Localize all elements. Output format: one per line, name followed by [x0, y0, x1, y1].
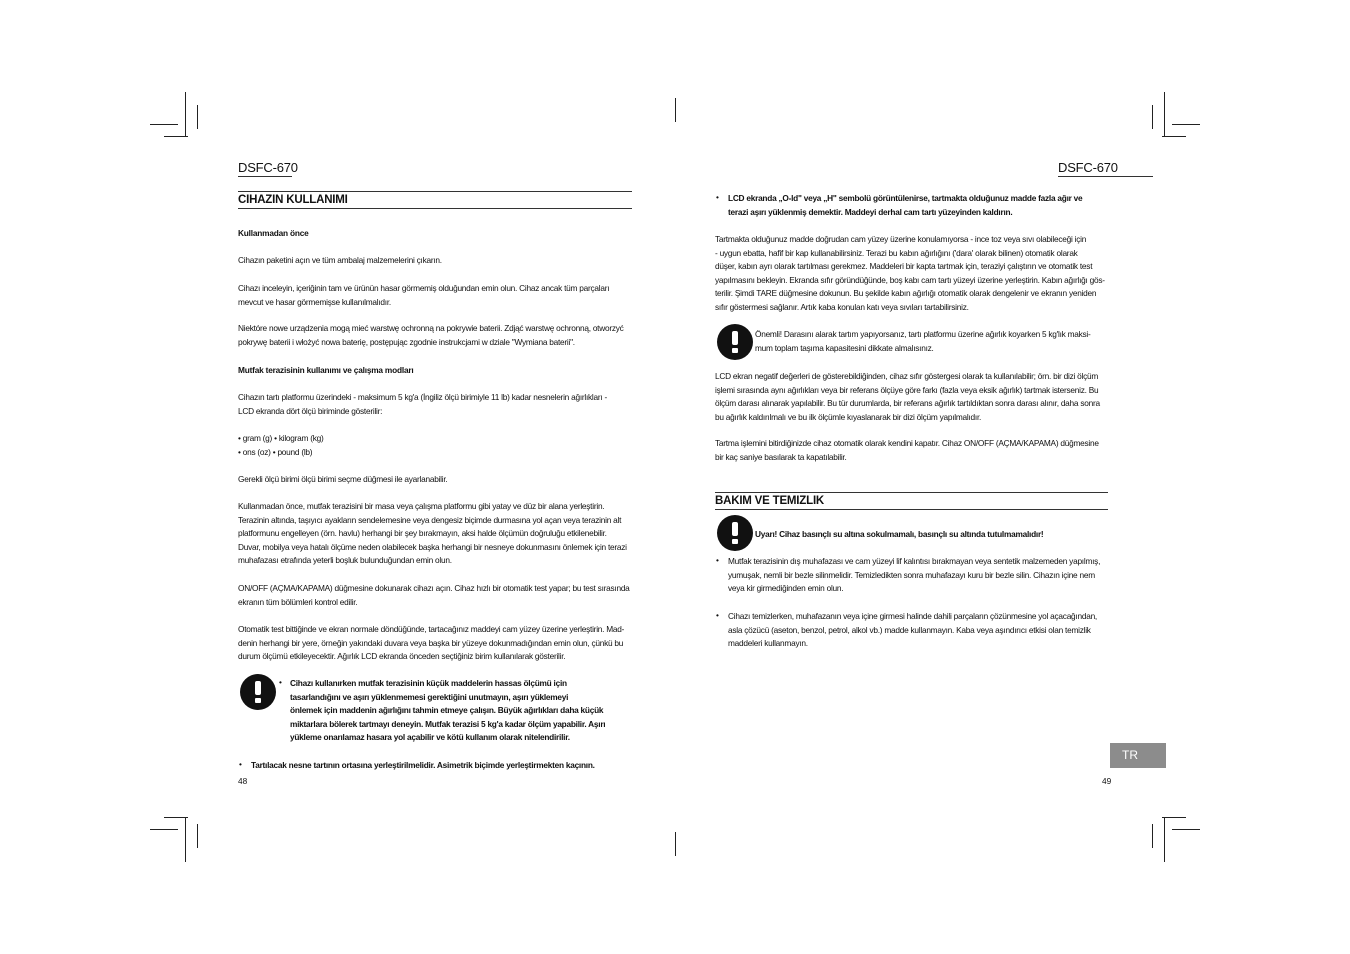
crop-mark [1164, 818, 1165, 862]
bullet-text: Cihazı temizlerken, muhafazanın veya içine girmesi halinde dahili parçaların çözünmesine yol açacağından, asla çözücü (aseton, benzol, petrol, alkol vb.) madde kullanmayın. Kaba veya aşındırıcı etkisi olan temizlik maddeleri kullanmayın. [728, 611, 1097, 649]
paragraph: LCD ekran negatif değerleri de gösterebildiğinden, cihaz sıfır göstergesi olarak ta kullanılabilir; örn. bir dizi ölçüm işlemi sırasında aynı ağırlıkları veya bir referans ölçüye göre farkı (fazla veya eksik ağırlık) tartmak isterseniz. Bu ölçüm darası alınarak yapılabilir. Bu tür durumlarda, bir referans ağırlık tartıldıktan sonra darası alınır, daha sonra bu ağırlık kaldırılmalı ve bu ilk ölçümle kıyaslanarak bir dizi ölçüm yapılmalıdır. [715, 371, 1100, 422]
warning-text: Cihazı kullanırken mutfak terazisinin küçük maddelerin hassas ölçümü için tasarlandığını ve aşırı yüklenmemesi gerektiğini unutmayın, aşırı yüklemeyi önlemek için maddenin ağırlığını tahmin etmeye çalışın. Büyük ağırlıkları daha küçük miktarlara bölerek tartmayı deneyin. Mutfak terazisi 5 kg'a kadar ölçüm yapabilir. Aşırı yükleme onarılamaz hasara yol açabilir ve kötü kullanım olarak nitelendirilir. [290, 678, 606, 743]
crop-mark [150, 829, 178, 830]
unit-list: • gram (g) • kilogram (kg) • ons (oz) • pound (lb) [238, 433, 324, 457]
paragraph: ON/OFF (AÇMA/KAPAMA) düğmesine dokunarak cihazı açın. Cihaz hızlı bir otomatik test yapar; bu test sırasında ekranın tüm bölümleri kontrol edilir. [238, 583, 630, 607]
crop-mark [150, 124, 178, 125]
section-rule-top [715, 492, 1108, 493]
bullet: • [279, 677, 282, 687]
paragraph: Cihazın paketini açın ve tüm ambalaj malzemelerini çıkarın. [238, 255, 442, 265]
crop-mark [185, 92, 186, 136]
crop-mark [1164, 92, 1165, 136]
warning-text: Uyarı! Cihaz basınçlı su altına sokulmamalı, basınçlı su altında tutulmamalıdır! [755, 529, 1044, 539]
paragraph: Otomatik test bittiğinde ve ekran normale döndüğünde, tartacağınız maddeyi cam yüzey üzerine yerleştirin. Mad- denin herhangi bir yere, örneğin yakındaki duvara veya başka bir yüzeye dokunmadığından emin olun, çünkü bu durum ölçümü etkileyecektir. Ağırlık LCD ekranda önceden seçtiğiniz birim kullanılarak gösterilir. [238, 624, 625, 662]
paragraph: Tartmakta olduğunuz madde doğrudan cam yüzey üzerine konulamıyorsa - ince toz veya sıvı olabileceği için - uygun ebatta, hafif bir kap kullanabilirsiniz. Terazi bu kabın ağırlığını ('dara' olarak bilinen) otomatik olarak düşer, kabın ayrı olarak tartılması gerekmez. Maddeleri bir kapta tartmak için, teraziyi çalıştırın ve otomatik test yapılmasını bekleyin. Ekranda sıfır göründüğünde, boş kabı cam tartı yüzeyi üzerine yerleştirin. Kabın ağırlığı gös- terilir. Şimdi TARE düğmesine dokunun. Bu şekilde kabın ağırlığı otomatik olarak dengelenir ve ekranın yeniden sıfır göstermesi sağlanır. Artık kaba konulan katı veya sıvıları tartabilirsiniz. [715, 234, 1105, 312]
crop-mark [197, 105, 198, 129]
bullet: • [239, 759, 242, 769]
section-title: BAKIM VE TEMIZLIK [715, 495, 825, 507]
bullet-text: Tartılacak nesne tartının ortasına yerleştirilmelidir. Asimetrik biçimde yerleştirmekten kaçının. [251, 760, 595, 770]
subheading-usage-modes: Mutfak terazisinin kullanımı ve çalışma modları [238, 365, 414, 375]
section-title: CIHAZIN KULLANIMI [238, 194, 348, 206]
bullet: • [716, 192, 719, 202]
bullet-text: Mutfak terazisinin dış muhafazası ve cam yüzeyi lif kalıntısı bırakmayan veya sentetik malzemeden yapılmış, yumuşak, nemli bir bezle silinmelidir. Temizledikten sonra muhafazayı kuru bir bezle silin. Cihazın içine nem veya kir girmediğinden emin olun. [728, 556, 1101, 594]
crop-mark [1152, 105, 1153, 129]
crop-mark [675, 98, 676, 122]
section-rule-bottom [238, 208, 632, 209]
crop-mark [1162, 817, 1186, 818]
crop-mark [1162, 136, 1186, 137]
paragraph: Niektóre nowe urządzenia mogą mieć warstwę ochronną na pokrywie baterii. Zdjąć warstwę ochronną, otworzyć pokrywę baterii i włożyć nowa baterię, postępując zgodnie instrukcjami w dziale "Wymiana baterii". [238, 323, 624, 347]
bullet: • [716, 555, 719, 565]
crop-mark [164, 136, 188, 137]
model-underline [1058, 176, 1153, 177]
model-label: DSFC-670 [1058, 160, 1118, 175]
bullet: • [716, 610, 719, 620]
subheading-before-use: Kullanmadan önce [238, 228, 309, 238]
crop-mark [197, 824, 198, 848]
crop-mark [1172, 124, 1200, 125]
model-underline [238, 176, 292, 177]
paragraph: Gerekli ölçü birimi ölçü birimi seçme düğmesi ile ayarlanabilir. [238, 474, 448, 484]
paragraph: Tartma işlemini bitirdiğinizde cihaz otomatik olarak kendini kapatır. Cihaz ON/OFF (AÇMA/KAPAMA) düğmesine bir kaç saniye basılarak ta kapatılabilir. [715, 438, 1099, 462]
paragraph: Kullanmadan önce, mutfak terazisini bir masa veya çalışma platformu gibi yatay ve düz bir alana yerleştirin. Terazinin altında, taşıyıcı ayakların sendelemesine veya dengesiz biçimde durmasına yol açan veya terazinin alt platformunu engelleyen (örn. havlu) herhangi bir şey bırakmayın, aksi halde ölçümün doğruluğu etkilenebilir. Duvar, mobilya veya hatalı ölçüme neden olabilecek başka herhangi bir nesneye dokunmasını önlemek için terazi muhafazası etrafında yeterli boşluk bulunduğundan emin olun. [238, 501, 627, 566]
warning-icon [240, 674, 276, 710]
crop-mark [675, 832, 676, 856]
section-rule-top [238, 191, 632, 192]
language-badge: TR [1110, 743, 1166, 768]
note-text: Önemli! Darasını alarak tartım yapıyorsanız, tartı platformu üzerine ağırlık koyarken 5 kg'lık maksi- mum toplam taşıma kapasitesini dikkate almalısınız. [755, 329, 1091, 353]
model-label: DSFC-670 [238, 160, 298, 175]
bullet-text: LCD ekranda „O-ld" veya „H" sembolü görüntülenirse, tartmakta olduğunuz madde fazla ağır ve terazi aşırı yüklenmiş demektir. Maddeyi derhal cam tartı yüzeyinden kaldırın. [728, 193, 1083, 217]
crop-mark [164, 817, 188, 818]
page-number: 49 [1102, 776, 1112, 786]
warning-icon [717, 324, 753, 360]
paragraph: Cihazın tartı platformu üzerindeki - maksimum 5 kg'a (İngiliz ölçü birimiyle 11 lb) kadar nesnelerin ağırlıkları - LCD ekranda dört ölçü biriminde gösterilir: [238, 392, 608, 416]
crop-mark [1152, 824, 1153, 848]
crop-mark [1172, 829, 1200, 830]
page-number: 48 [238, 776, 248, 786]
paragraph: Cihazı inceleyin, içeriğinin tam ve ürünün hasar görmemiş olduğundan emin olun. Cihaz ancak tüm parçaları mevcut ve hasar görmemişse kullanılmalıdır. [238, 283, 610, 307]
crop-mark [185, 818, 186, 862]
section-rule-bottom [715, 509, 1108, 510]
warning-icon [717, 515, 753, 551]
